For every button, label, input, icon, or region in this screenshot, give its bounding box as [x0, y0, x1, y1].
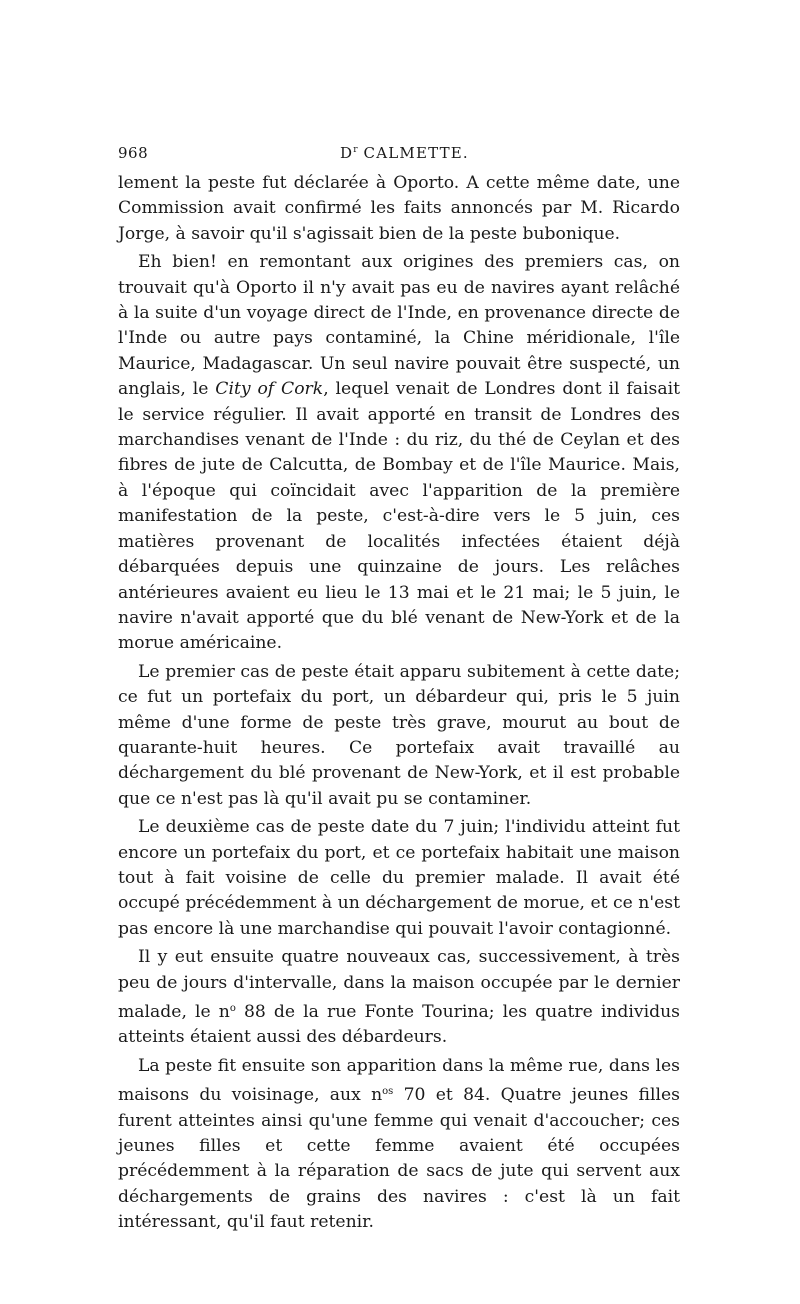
running-head-superscript: r: [353, 145, 358, 155]
paragraph-2: [118, 250, 680, 657]
paragraph-text: lement la peste fut déclarée à Oporto. A cette même date, une Commission avait confirmé les faits annoncés par M. Ricardo Jorge, à savoir qu'il s'agissait bien de la peste bubonique.: [118, 173, 680, 244]
paragraph-6: [118, 1054, 680, 1236]
running-head-author: CALMETTE.: [357, 144, 469, 162]
paragraph-5: [118, 945, 680, 1051]
numero-superscript: o: [229, 1003, 236, 1014]
paragraph-text: 70 et 84. Quatre jeunes filles furent atteintes ainsi qu'une femme qui venait d'accoucher; ces jeunes filles et cette femme avaient été occupées précédemment à la réparation de sacs de jute qui servent aux déchargements de grains des navires : c'est là un fait intéressant, qu'il faut retenir.: [118, 1085, 680, 1233]
paragraph-text: 88 de la rue Fonte Tourina; les quatre individus atteints étaient aussi des débardeurs.: [118, 1002, 681, 1048]
paragraph-4: [118, 815, 680, 942]
paragraph-1: [118, 171, 680, 247]
paragraph-text: Le deuxième cas de peste date du 7 juin; l'individu atteint fut encore un portefaix du port, et ce portefaix habitait une maison tout à fait voisine de celle du premier malade. Il avait été occupé précédemment à un déchargement de morue, et ce n'est pas encore là une marchandise qui pouvait l'avoir contagionné.: [118, 817, 680, 939]
running-head-prefix: D: [340, 144, 354, 162]
body-text: [118, 171, 680, 1236]
paragraph-text: , lequel venait de Londres dont il faisait le service régulier. Il avait apporté en transit de Londres des marchandises venant de l'Inde : du riz, du thé de Ceylan et des fibres de jute de Calcutta, de Bombay et de l'île Maurice. Mais, à l'époque qui coïncidait avec l'apparition de la première manifestation de la peste, c'est-à-dire vers le 5 juin, ces matières provenant de localités infectées étaient déjà débarquées depuis une quinzaine de jours. Les relâches antérieures avaient eu lieu le 13 mai et le 21 mai; le 5 juin, le navire n'avait apporté que du blé venant de New-York et de la morue américaine.: [118, 379, 680, 654]
paragraph-text: La peste fit ensuite son apparition dans la même rue, dans les maisons du voisinage, aux n: [118, 1055, 680, 1106]
paragraph-text: Eh bien! en remontant aux origines des premiers cas, on trouvait qu'à Oporto il n'y avait pas eu de navires ayant relâché à la suite d'un voyage direct de l'Inde, en provenance directe de l'Inde ou autre pays contaminé, la Chine méridionale, l'île Maurice, Madagascar. Un seul navire pouvait être suspecté, un anglais, le: [118, 252, 680, 400]
running-head: [340, 144, 469, 162]
ship-name: City of Cork: [215, 379, 324, 400]
page-header: [118, 144, 680, 168]
numeros-superscript: os: [382, 1086, 394, 1098]
page-number: 968: [118, 144, 149, 162]
paragraph-text: Il y eut ensuite quatre nouveaux cas, successivement, à très peu de jours d'intervalle, dans la maison occupée par le dernier malade, le n: [118, 947, 680, 1022]
paragraph-3: [118, 660, 680, 812]
paragraph-text: Le premier cas de peste était apparu subitement à cette date; ce fut un portefaix du port, un débardeur qui, pris le 5 juin même d'une forme de peste très grave, mourut au bout de quarante-huit heures. Ce portefaix avait travaillé au déchargement du blé provenant de New-York, et il est probable que ce n'est pas là qu'il avait pu se contaminer.: [118, 661, 680, 809]
